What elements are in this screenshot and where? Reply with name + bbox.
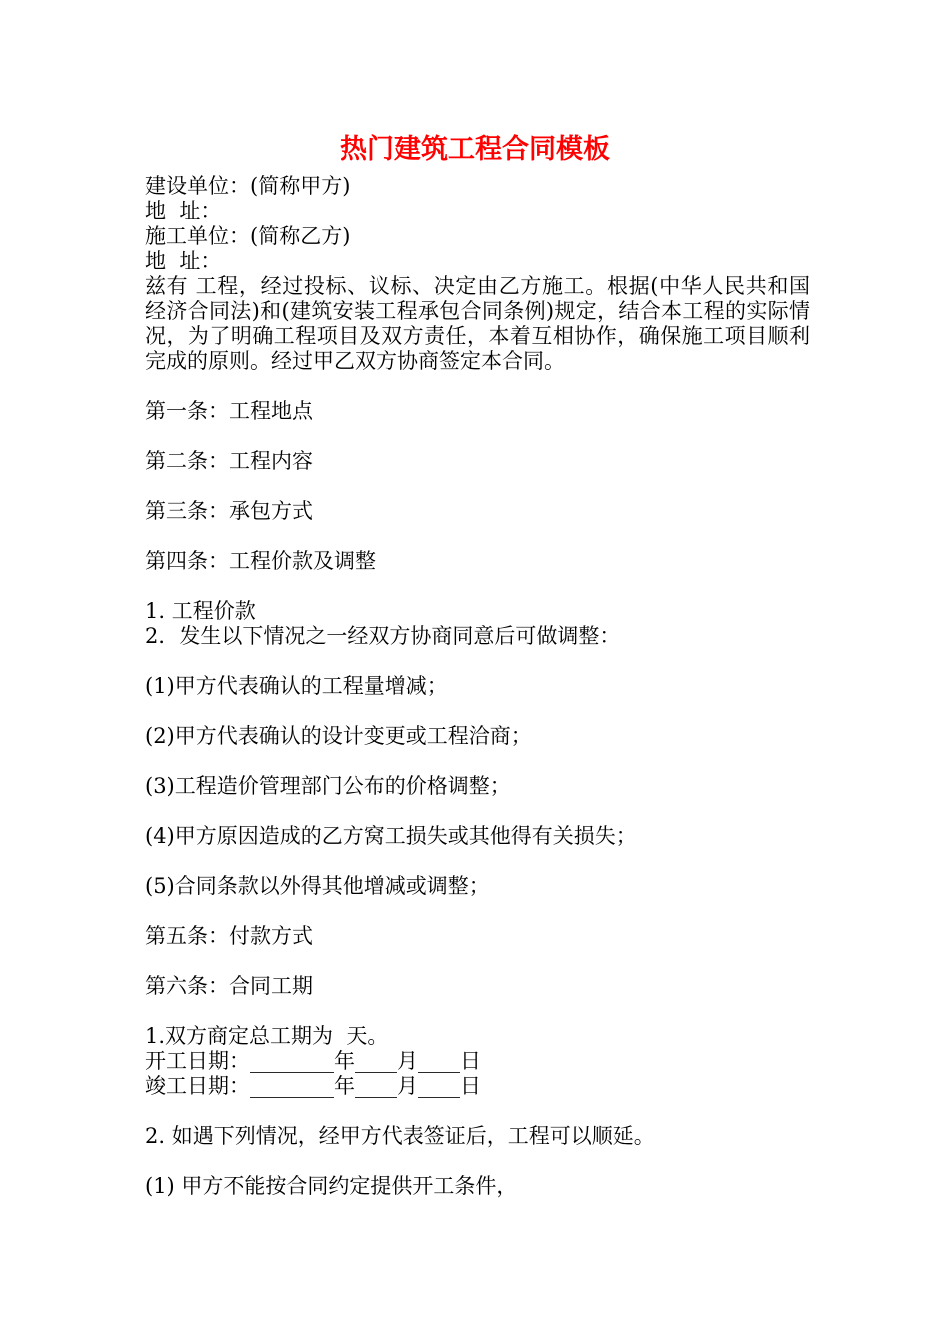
adjust-condition-5: (5)合同条款以外得其他增减或调整； (145, 874, 490, 898)
spacer (145, 699, 810, 724)
spacer (145, 999, 810, 1024)
start-date-line: 开工日期：________年____月____日 (145, 1049, 481, 1073)
schedule-item-1: 1.双方商定总工期为 天。 (145, 1024, 389, 1048)
article-4: 第四条：工程价款及调整 (145, 549, 376, 573)
spacer (145, 574, 810, 599)
spacer (145, 649, 810, 674)
adjust-condition-3: (3)工程造价管理部门公布的价格调整； (145, 774, 511, 798)
spacer (145, 949, 810, 974)
document-body (145, 174, 810, 1199)
party-a-address-line: 地 址： (145, 199, 222, 223)
intro-paragraph: 兹有 工程，经过投标、议标、决定由乙方施工。根据(中华人民共和国经济合同法)和(建筑安装工程承包合同条例)规定，结合本工程的实际情况，为了明确工程项目及双方责任，本着互相协作，确保施工项目顺利完成的原则。经过甲乙双方协商签定本合同。 (145, 274, 810, 373)
spacer (145, 849, 810, 874)
spacer (145, 1099, 810, 1124)
end-date-line: 竣工日期：________年____月____日 (145, 1074, 481, 1098)
article-1: 第一条：工程地点 (145, 399, 313, 423)
party-b-line: 施工单位：(简称乙方) (145, 224, 351, 248)
spacer (145, 899, 810, 924)
spacer (145, 524, 810, 549)
article-5: 第五条：付款方式 (145, 924, 313, 948)
party-a-line: 建设单位：(简称甲方) (145, 174, 351, 198)
party-b-address-line: 地 址： (145, 249, 222, 273)
spacer (145, 749, 810, 774)
document-title: 热门建筑工程合同模板 (340, 134, 610, 165)
price-item-1: 1. 工程价款 (145, 599, 256, 623)
schedule-item-2: 2. 如遇下列情况，经甲方代表签证后，工程可以顺延。 (145, 1124, 655, 1148)
spacer (145, 1149, 810, 1174)
adjust-condition-2: (2)甲方代表确认的设计变更或工程洽商； (145, 724, 532, 748)
price-item-2: 2．发生以下情况之一经双方协商同意后可做调整： (145, 624, 621, 648)
adjust-condition-4: (4)甲方原因造成的乙方窝工损失或其他得有关损失； (145, 824, 637, 848)
spacer (145, 799, 810, 824)
adjust-condition-1: (1)甲方代表确认的工程量增减； (145, 674, 448, 698)
article-3: 第三条：承包方式 (145, 499, 313, 523)
article-6: 第六条：合同工期 (145, 974, 313, 998)
spacer (145, 474, 810, 499)
schedule-subitem-1: (1) 甲方不能按合同约定提供开工条件， (145, 1174, 518, 1198)
article-2: 第二条：工程内容 (145, 449, 313, 473)
spacer (145, 374, 810, 399)
spacer (145, 424, 810, 449)
